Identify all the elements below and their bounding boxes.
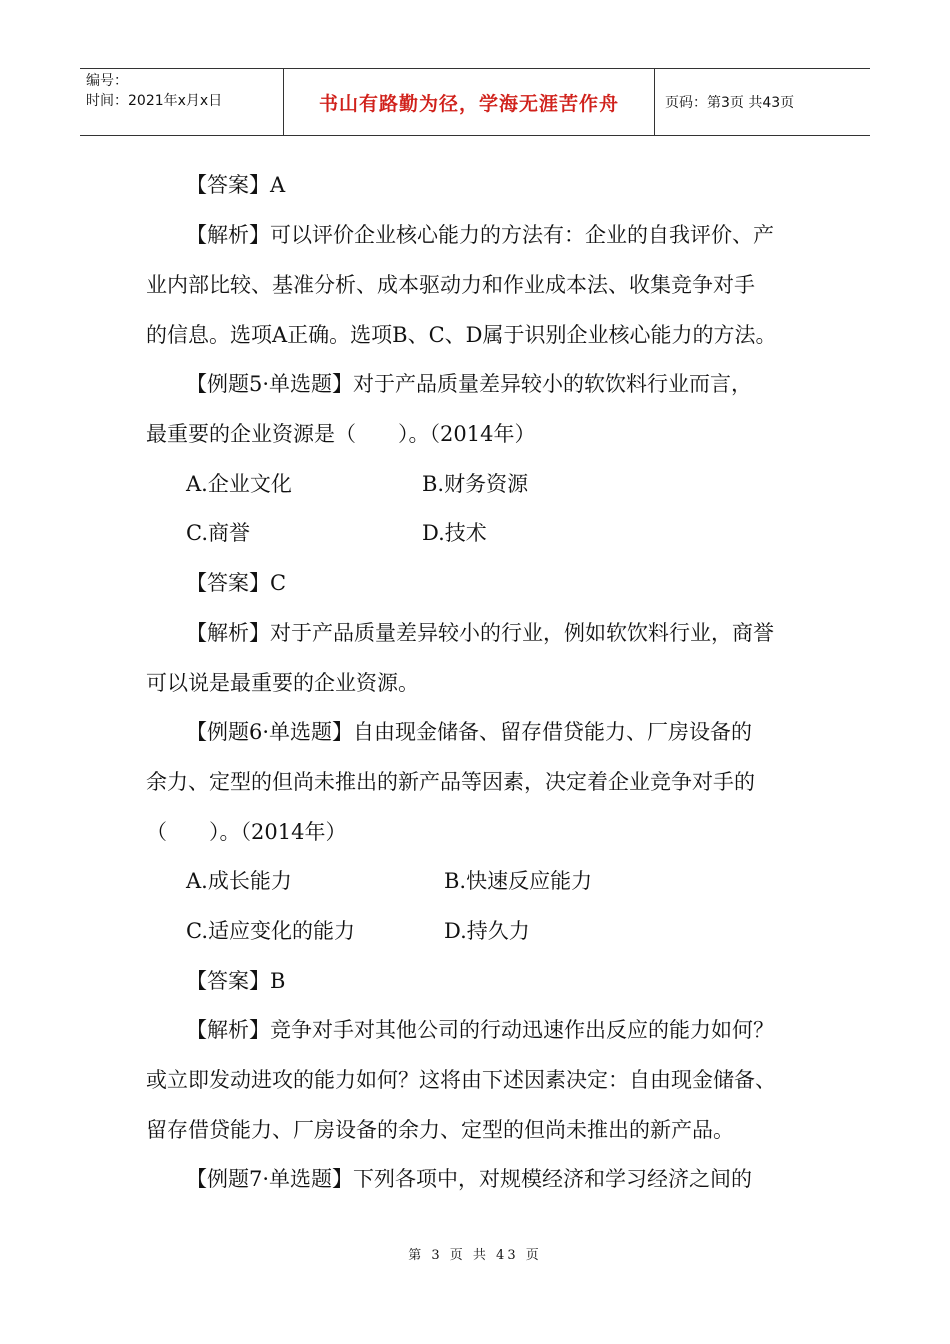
option-c: C.适应变化的能力 — [186, 919, 355, 943]
page-footer: 第 3 页 共 43 页 — [408, 1248, 542, 1263]
question-line: 余力、定型的但尚未推出的新产品等因素，决定着企业竞争对手的 — [146, 770, 755, 794]
text-line: 的信息。选项A正确。选项B、C、D属于识别企业核心能力的方法。 — [146, 323, 777, 347]
text-line: 【解析】竞争对手对其他公司的行动迅速作出反应的能力如何？ — [186, 1018, 774, 1042]
option-d: D.技术 — [422, 521, 487, 545]
header-left-cell — [80, 69, 283, 135]
document-date-label: 时间：2021年x月x日 — [86, 93, 223, 109]
page-header — [80, 68, 870, 136]
question-line: 【例题5·单选题】对于产品质量差异较小的软饮料行业而言， — [186, 372, 753, 396]
option-c: C.商誉 — [186, 521, 250, 545]
document-number-label: 编号： — [86, 73, 128, 89]
answer-line: 【答案】A — [186, 173, 286, 197]
question-line: 【例题6·单选题】自由现金储备、留存借贷能力、厂房设备的 — [186, 720, 753, 744]
option-a: A.成长能力 — [186, 869, 292, 893]
text-line: 留存借贷能力、厂房设备的余力、定型的但尚未推出的新产品。 — [146, 1118, 734, 1142]
option-b: B.财务资源 — [422, 472, 529, 496]
option-d: D.持久力 — [444, 919, 530, 943]
header-page-info: 页码：第3页 共43页 — [665, 95, 795, 111]
question-line: 【例题7·单选题】下列各项中，对规模经济和学习经济之间的 — [186, 1167, 753, 1191]
option-a: A.企业文化 — [186, 472, 292, 496]
text-line: 业内部比较、基准分析、成本驱动力和作业成本法、收集竞争对手 — [146, 273, 755, 297]
text-line: 或立即发动进攻的能力如何？这将由下述因素决定：自由现金储备、 — [146, 1068, 776, 1092]
header-motto: 书山有路勤为径，学海无涯苦作舟 — [283, 69, 655, 135]
question-line: 最重要的企业资源是（ ）。（2014年） — [146, 422, 536, 446]
answer-line: 【答案】C — [186, 571, 287, 595]
text-line: 【解析】对于产品质量差异较小的行业，例如软饮料行业，商誉 — [186, 621, 774, 645]
question-line: （ ）。（2014年） — [146, 820, 347, 844]
text-line: 【解析】可以评价企业核心能力的方法有：企业的自我评价、产 — [186, 223, 774, 247]
answer-line: 【答案】B — [186, 969, 286, 993]
option-b: B.快速反应能力 — [444, 869, 593, 893]
text-line: 可以说是最重要的企业资源。 — [146, 671, 419, 695]
